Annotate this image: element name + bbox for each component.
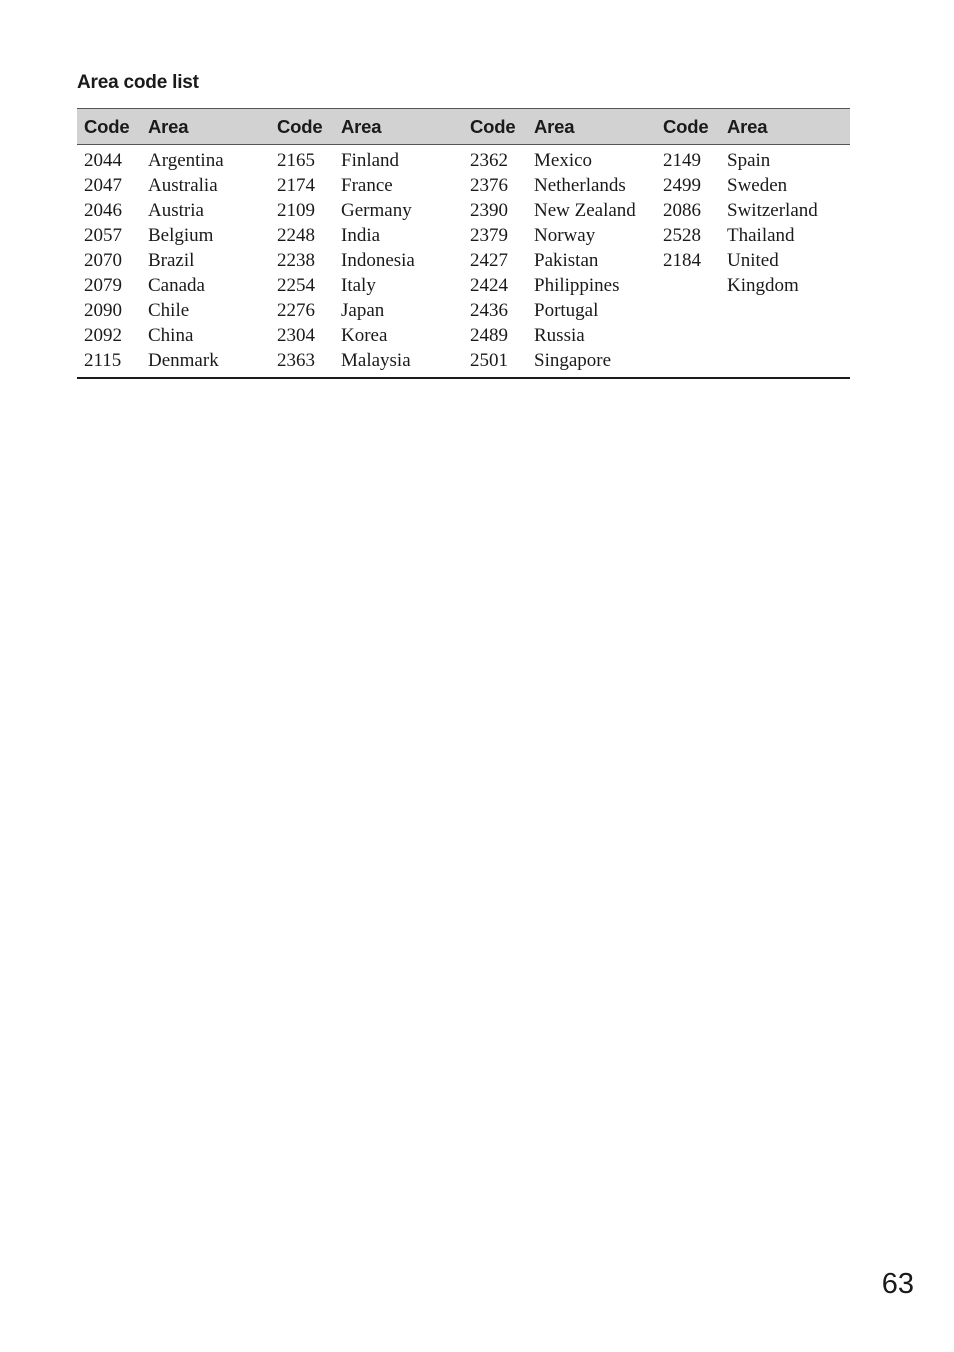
cell-area: Portugal <box>534 300 599 321</box>
column-header-code: Code <box>270 109 334 145</box>
column-header-code: Code <box>463 109 527 145</box>
cell-area <box>720 298 850 323</box>
cell-area: Mexico <box>534 150 593 171</box>
cell-area: Canada <box>148 275 205 296</box>
cell-area: Philippines <box>534 275 620 296</box>
cell-code: 2489 <box>470 325 508 346</box>
cell-area: Germany <box>341 200 412 221</box>
table-body <box>77 145 850 379</box>
cell-area: United <box>727 250 779 271</box>
cell-code <box>656 273 720 298</box>
cell-code: 2424 <box>470 275 508 296</box>
cell-code: 2501 <box>470 350 508 371</box>
column-header-area: Area <box>527 109 656 145</box>
cell-code: 2390 <box>470 200 508 221</box>
cell-code: 2362 <box>470 150 508 171</box>
cell-code: 2436 <box>470 300 508 321</box>
table-header <box>77 109 850 145</box>
column-header-code: Code <box>656 109 720 145</box>
table-row <box>77 223 850 248</box>
cell-code: 2363 <box>277 350 315 371</box>
area-code-table-container <box>77 108 850 379</box>
cell-area: Spain <box>727 150 771 171</box>
cell-area: Finland <box>341 150 400 171</box>
cell-code: 2115 <box>84 350 122 371</box>
cell-code: 2528 <box>663 225 701 246</box>
cell-area: Argentina <box>148 150 224 171</box>
cell-area: Sweden <box>727 175 788 196</box>
cell-area: Austria <box>148 200 204 221</box>
cell-code: 2046 <box>84 200 122 221</box>
cell-code: 2090 <box>84 300 122 321</box>
area-code-table <box>77 108 850 379</box>
cell-area: Belgium <box>148 225 214 246</box>
section-title: Area code list <box>77 72 199 93</box>
cell-code: 2499 <box>663 175 701 196</box>
cell-code: 2086 <box>663 200 701 221</box>
cell-area: Norway <box>534 225 596 246</box>
cell-area: Chile <box>148 300 190 321</box>
table-row <box>77 298 850 323</box>
table-row <box>77 323 850 348</box>
cell-area: China <box>148 325 194 346</box>
cell-code: 2070 <box>84 250 122 271</box>
cell-code: 2276 <box>277 300 315 321</box>
table-row <box>77 198 850 223</box>
cell-area: Australia <box>148 175 218 196</box>
column-header-code: Code <box>77 109 141 145</box>
cell-code: 2184 <box>663 250 701 271</box>
table-row <box>77 145 850 174</box>
cell-code: 2047 <box>84 175 122 196</box>
cell-area: India <box>341 225 381 246</box>
cell-code: 2379 <box>470 225 508 246</box>
cell-area: Switzerland <box>727 200 818 221</box>
cell-area: Thailand <box>727 225 795 246</box>
cell-area: Netherlands <box>534 175 626 196</box>
cell-code: 2254 <box>277 275 315 296</box>
cell-code: 2376 <box>470 175 508 196</box>
cell-area: Malaysia <box>341 350 411 371</box>
cell-code: 2238 <box>277 250 315 271</box>
cell-area: Russia <box>534 325 585 346</box>
cell-code <box>656 323 720 348</box>
table-row <box>77 173 850 198</box>
cell-area: New Zealand <box>534 200 636 221</box>
cell-area: Italy <box>341 275 376 296</box>
cell-area: Indonesia <box>341 250 415 271</box>
cell-code: 2109 <box>277 200 315 221</box>
cell-area: Denmark <box>148 350 219 371</box>
cell-area: Brazil <box>148 250 195 271</box>
column-header-area: Area <box>720 109 850 145</box>
table-row <box>77 348 850 378</box>
cell-code: 2092 <box>84 325 122 346</box>
cell-code: 2248 <box>277 225 315 246</box>
cell-code <box>656 348 720 378</box>
cell-area: Japan <box>341 300 385 321</box>
cell-code: 2149 <box>663 150 701 171</box>
table-row <box>77 273 850 298</box>
cell-code: 2427 <box>470 250 508 271</box>
cell-code <box>656 298 720 323</box>
cell-code: 2165 <box>277 150 315 171</box>
cell-code: 2057 <box>84 225 122 246</box>
column-header-area: Area <box>141 109 270 145</box>
cell-area: Pakistan <box>534 250 599 271</box>
cell-code: 2079 <box>84 275 122 296</box>
cell-area <box>720 348 850 378</box>
cell-code: 2174 <box>277 175 315 196</box>
cell-code: 2044 <box>84 150 122 171</box>
cell-code: 2304 <box>277 325 315 346</box>
page-number: 63 <box>881 1268 914 1300</box>
column-header-area: Area <box>334 109 463 145</box>
cell-area <box>720 323 850 348</box>
cell-area: Kingdom <box>727 275 799 296</box>
cell-area: France <box>341 175 393 196</box>
cell-area: Korea <box>341 325 388 346</box>
table-row <box>77 248 850 273</box>
cell-area: Singapore <box>534 350 612 371</box>
table-header-row <box>77 109 850 145</box>
